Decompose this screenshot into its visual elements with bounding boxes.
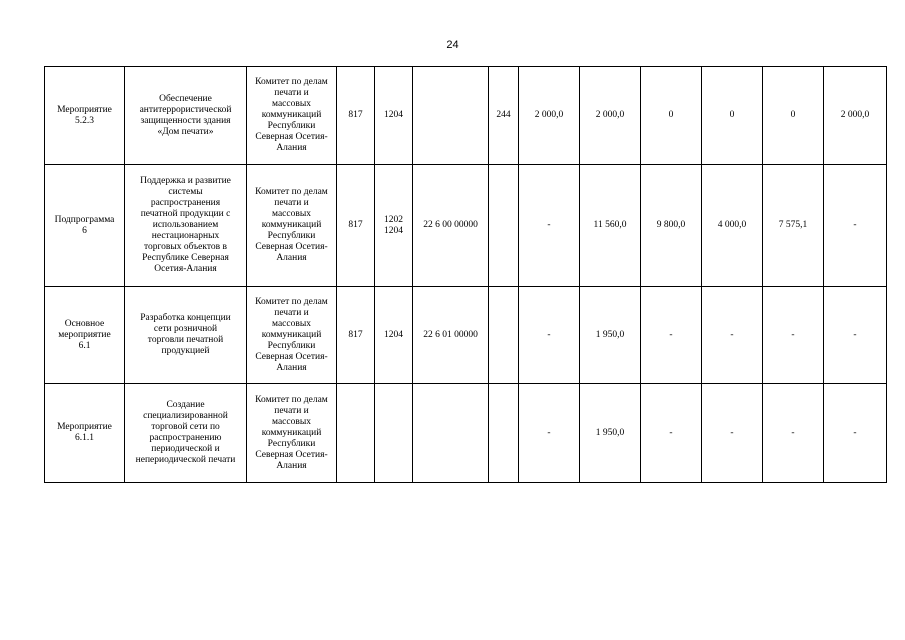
rzpr-cell: 1204 (375, 67, 413, 165)
executor-cell: Комитет по делам печати и массовых коммуникаций Республики Северная Осетия- Алания (247, 287, 337, 384)
value-2023-cell: 0 (763, 67, 824, 165)
csr-cell (413, 384, 489, 483)
page-number: 24 (446, 39, 459, 51)
vr-cell (489, 165, 519, 287)
value-2021-cell: - (641, 287, 702, 384)
executor-cell: Комитет по делам печати и массовых коммуникаций Республики Северная Осетия- Алания (247, 165, 337, 287)
name-cell: Обеспечение антитеррористической защищенности здания «Дом печати» (125, 67, 247, 165)
value-2019-cell: - (519, 384, 580, 483)
rzpr-cell: 1202 1204 (375, 165, 413, 287)
value-2021-cell: 9 800,0 (641, 165, 702, 287)
budget-table (44, 66, 887, 483)
value-2024-cell: - (824, 384, 887, 483)
value-2019-cell: 2 000,0 (519, 67, 580, 165)
grbs-cell (337, 384, 375, 483)
rzpr-cell: 1204 (375, 287, 413, 384)
status-cell: Мероприятие 5.2.3 (45, 67, 125, 165)
table-row (45, 67, 887, 165)
csr-cell: 22 6 01 00000 (413, 287, 489, 384)
value-2020-cell: 2 000,0 (580, 67, 641, 165)
value-2023-cell: - (763, 287, 824, 384)
grbs-cell: 817 (337, 165, 375, 287)
grbs-cell: 817 (337, 67, 375, 165)
value-2019-cell: - (519, 287, 580, 384)
status-cell: Мероприятие 6.1.1 (45, 384, 125, 483)
value-2024-cell: 2 000,0 (824, 67, 887, 165)
status-cell: Подпрограмма 6 (45, 165, 125, 287)
status-cell: Основное мероприятие 6.1 (45, 287, 125, 384)
value-2022-cell: 0 (702, 67, 763, 165)
table-row (45, 287, 887, 384)
value-2023-cell: 7 575,1 (763, 165, 824, 287)
csr-cell: 22 6 00 00000 (413, 165, 489, 287)
name-cell: Создание специализированной торговой сети по распространению периодической и непериодической печати (125, 384, 247, 483)
value-2020-cell: 1 950,0 (580, 384, 641, 483)
vr-cell: 244 (489, 67, 519, 165)
value-2021-cell: - (641, 384, 702, 483)
executor-cell: Комитет по делам печати и массовых коммуникаций Республики Северная Осетия- Алания (247, 384, 337, 483)
value-2023-cell: - (763, 384, 824, 483)
value-2020-cell: 11 560,0 (580, 165, 641, 287)
vr-cell (489, 384, 519, 483)
name-cell: Поддержка и развитие системы распространения печатной продукции с использованием нестационарных торговых объектов в Республике Северная Осетия-Алания (125, 165, 247, 287)
executor-cell: Комитет по делам печати и массовых коммуникаций Республики Северная Осетия- Алания (247, 67, 337, 165)
name-cell: Разработка концепции сети розничной торговли печатной продукцией (125, 287, 247, 384)
rzpr-cell (375, 384, 413, 483)
table-row (45, 165, 887, 287)
value-2022-cell: - (702, 384, 763, 483)
value-2019-cell: - (519, 165, 580, 287)
value-2024-cell: - (824, 165, 887, 287)
value-2021-cell: 0 (641, 67, 702, 165)
csr-cell (413, 67, 489, 165)
value-2020-cell: 1 950,0 (580, 287, 641, 384)
value-2024-cell: - (824, 287, 887, 384)
vr-cell (489, 287, 519, 384)
grbs-cell: 817 (337, 287, 375, 384)
value-2022-cell: - (702, 287, 763, 384)
table-row (45, 384, 887, 483)
value-2022-cell: 4 000,0 (702, 165, 763, 287)
